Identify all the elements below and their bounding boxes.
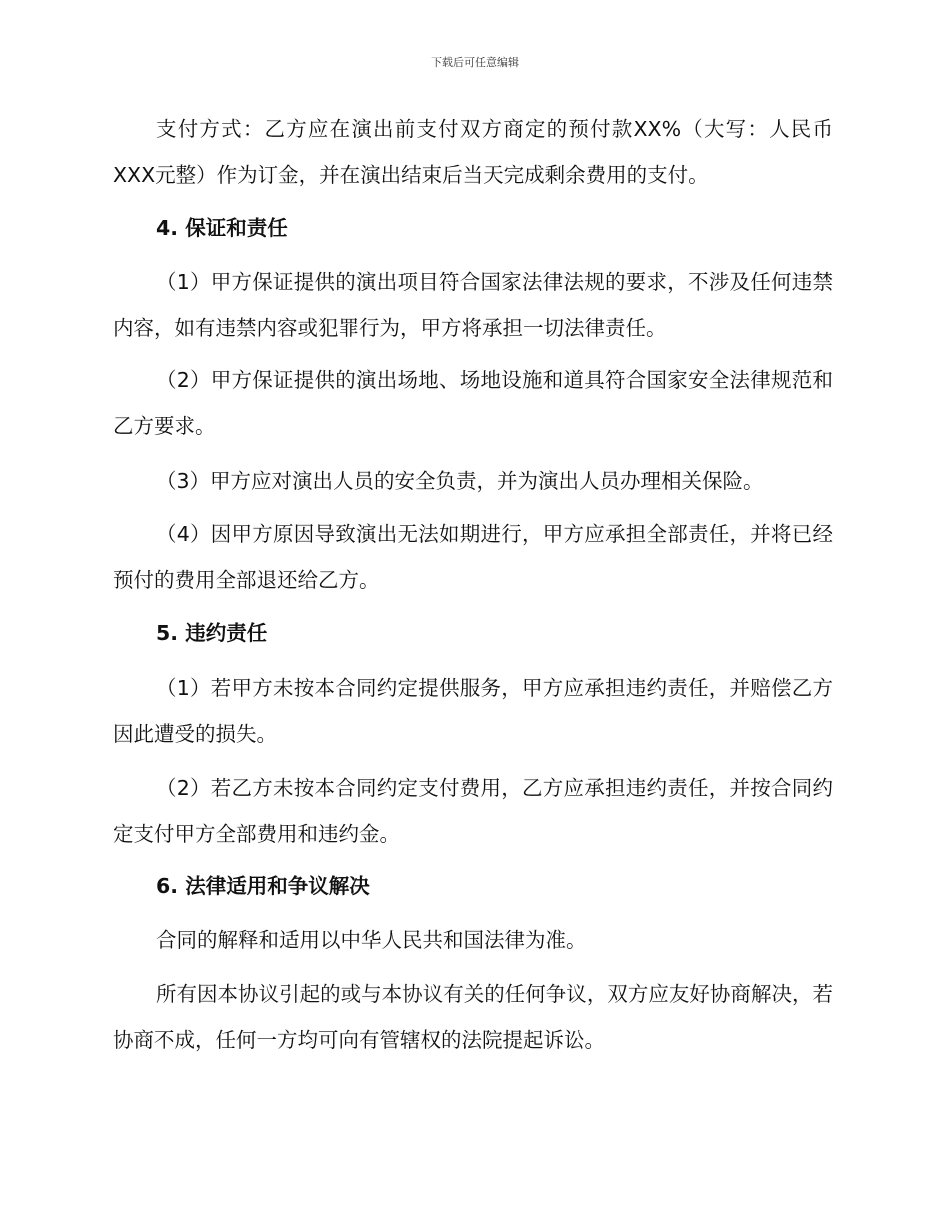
section-4-item-4: （4）因甲方原因导致演出无法如期进行，甲方应承担全部责任，并将已经预付的费用全部退还给乙方。 bbox=[113, 522, 833, 592]
section-4-item-1: （1）甲方保证提供的演出项目符合国家法律法规的要求，不涉及任何违禁内容，如有违禁内容或犯罪行为，甲方将承担一切法律责任。 bbox=[113, 270, 833, 340]
section-5-item-2: （2）若乙方未按本合同约定支付费用，乙方应承担违约责任，并按合同约定支付甲方全部费用和违约金。 bbox=[113, 776, 833, 846]
section-5-heading: 5. 违约责任 bbox=[156, 621, 268, 645]
section-5-item-1: （1）若甲方未按本合同约定提供服务，甲方应承担违约责任，并赔偿乙方因此遭受的损失。 bbox=[113, 676, 833, 746]
section-4-item-3: （3）甲方应对演出人员的安全负责，并为演出人员办理相关保险。 bbox=[156, 469, 764, 493]
section-6-paragraph-2: 所有因本协议引起的或与本协议有关的任何争议，双方应友好协商解决，若协商不成，任何一方均可向有管辖权的法院提起诉讼。 bbox=[113, 982, 833, 1052]
section-6-heading: 6. 法律适用和争议解决 bbox=[156, 874, 370, 898]
page-header-note: 下载后可任意编辑 bbox=[431, 56, 519, 69]
section-6-paragraph-1: 合同的解释和适用以中华人民共和国法律为准。 bbox=[156, 928, 587, 952]
section-4-item-2: （2）甲方保证提供的演出场地、场地设施和道具符合国家安全法律规范和乙方要求。 bbox=[113, 368, 833, 438]
payment-paragraph: 支付方式：乙方应在演出前支付双方商定的预付款XX%（大写：人民币XXX元整）作为订金，并在演出结束后当天完成剩余费用的支付。 bbox=[113, 117, 833, 187]
section-4-heading: 4. 保证和责任 bbox=[156, 216, 288, 240]
